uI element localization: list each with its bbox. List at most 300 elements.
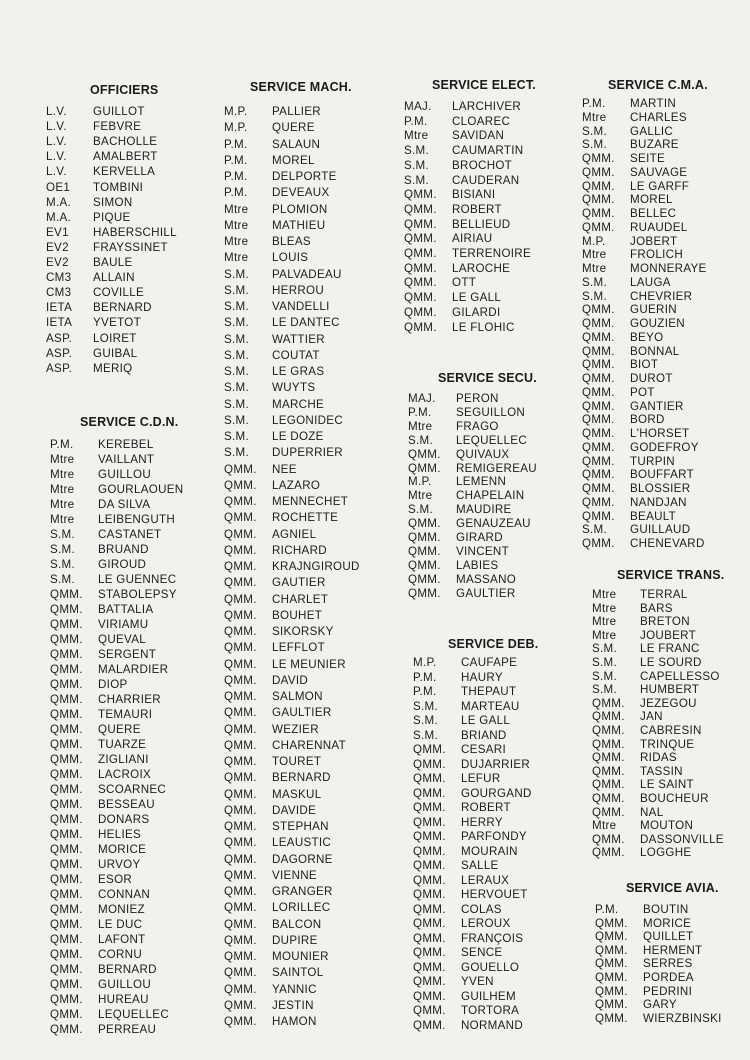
rank: QMM. <box>592 778 625 792</box>
surname: PALLIER <box>272 105 321 118</box>
surname: BERNARD <box>272 771 331 785</box>
surname: BROCHOT <box>452 158 513 172</box>
rank: QMM. <box>408 517 441 531</box>
rank: QMM. <box>413 888 446 901</box>
rank: QMM. <box>582 317 615 330</box>
rank: S.M. <box>408 433 434 447</box>
rank: QMM. <box>224 527 257 541</box>
rank: QMM. <box>413 873 446 887</box>
surname: VAILLANT <box>98 453 155 466</box>
surname: QUEVAL <box>98 633 146 646</box>
surname: ROBERT <box>452 202 502 216</box>
surname: BESSEAU <box>98 798 155 811</box>
surname: LORILLEC <box>272 901 331 915</box>
surname: BERNARD <box>93 301 152 315</box>
rank: L.V. <box>46 150 67 164</box>
surname: FRANÇOIS <box>461 931 524 945</box>
rank: S.M. <box>582 124 608 138</box>
rank: S.M. <box>592 642 618 656</box>
rank: QMM. <box>582 427 615 440</box>
rank: QMM. <box>408 572 441 586</box>
rank: QMM. <box>592 805 625 819</box>
surname: LEFFLOT <box>272 641 325 655</box>
rank: QMM. <box>595 943 628 957</box>
rank: QMM. <box>224 625 257 638</box>
rank: S.M. <box>582 138 608 152</box>
rank: IETA <box>46 316 73 330</box>
rank: QMM. <box>413 1004 446 1017</box>
surname: LEMENN <box>456 475 507 489</box>
surname: GOUELLO <box>461 960 520 974</box>
rank: QMM. <box>413 815 446 829</box>
rank: Mtre <box>592 588 617 601</box>
rank: S.M. <box>413 699 439 713</box>
rank: QMM. <box>50 888 83 901</box>
surname: CHARLET <box>272 592 329 606</box>
surname: BISIANI <box>452 188 496 202</box>
rank: QMM. <box>50 828 83 841</box>
rank: M.P. <box>224 105 248 118</box>
surname: COLAS <box>461 902 502 916</box>
rank: S.M. <box>592 669 618 683</box>
rank: EV2 <box>46 240 69 254</box>
surname: OTT <box>452 276 477 290</box>
surname: ROBERT <box>461 801 511 814</box>
surname: QUERE <box>272 121 315 135</box>
surname: MOREL <box>272 153 315 167</box>
surname: GAULTIER <box>456 586 516 600</box>
rank: QMM. <box>408 544 441 558</box>
surname: URVOY <box>98 858 141 871</box>
surname: CLOAREC <box>452 114 511 128</box>
rank: QMM. <box>50 648 83 661</box>
surname: HUREAU <box>98 993 149 1006</box>
rank: QMM. <box>582 537 615 550</box>
surname: GUILLOT <box>93 105 145 118</box>
surname: PARFONDY <box>461 830 527 843</box>
rank: QMM. <box>50 948 83 961</box>
surname: LE MEUNIER <box>272 657 346 671</box>
rank: M.P. <box>582 234 606 248</box>
rank: Mtre <box>50 468 75 481</box>
rank: QMM. <box>413 1018 446 1032</box>
surname: LEGONIDEC <box>272 413 343 427</box>
rank: QMM. <box>413 931 446 945</box>
rank: QMM. <box>582 344 615 358</box>
section-title: SERVICE ELECT. <box>432 78 536 92</box>
surname: SEITE <box>630 152 666 165</box>
surname: HERVOUET <box>461 888 528 901</box>
surname: GUILHEM <box>461 989 516 1003</box>
surname: CHAPELAIN <box>456 489 525 503</box>
surname: WIERZBINSKI <box>643 1011 722 1025</box>
surname: JESTIN <box>272 998 314 1012</box>
surname: GUIBAL <box>93 346 138 360</box>
rank: QMM. <box>50 618 83 631</box>
surname: CAUMARTIN <box>452 144 524 158</box>
rank: QMM. <box>50 933 83 946</box>
rank: QMM. <box>50 768 83 781</box>
rank: P.M. <box>413 670 437 684</box>
surname: LAZARO <box>272 478 321 492</box>
surname: BORD <box>630 413 665 427</box>
surname: MALARDIER <box>98 663 169 676</box>
rank: ASP. <box>46 331 73 345</box>
rank: S.M. <box>50 543 76 556</box>
rank: ASP. <box>46 346 73 360</box>
surname: GIRARD <box>456 531 503 544</box>
rank: S.M. <box>592 656 618 669</box>
surname: MORICE <box>643 916 692 930</box>
surname: DAVID <box>272 673 309 687</box>
surname: GENAUZEAU <box>456 517 531 531</box>
surname: MONNERAYE <box>630 262 707 275</box>
rank: QMM. <box>50 1008 83 1021</box>
surname: VIRIAMU <box>98 618 149 631</box>
rank: QMM. <box>413 859 446 872</box>
surname: GARY <box>643 998 677 1012</box>
surname: BOUFFART <box>630 468 695 482</box>
rank: QMM. <box>404 202 437 216</box>
rank: QMM. <box>595 1011 628 1025</box>
surname: LEROUX <box>461 917 511 930</box>
rank: QMM. <box>50 798 83 811</box>
rank: P.M. <box>50 438 74 451</box>
rank: QMM. <box>224 933 257 947</box>
rank: QMM. <box>224 771 257 785</box>
rank: QMM. <box>413 902 446 916</box>
rank: QMM. <box>404 188 437 202</box>
surname: JOBERT <box>630 234 678 248</box>
surname: DEVEAUX <box>272 186 330 200</box>
surname: STABOLEPSY <box>98 588 177 601</box>
rank: Mtre <box>50 498 75 511</box>
rank: M.P. <box>224 121 248 135</box>
rank: QMM. <box>224 820 257 833</box>
surname: SCOARNEC <box>98 783 167 796</box>
surname: COVILLE <box>93 286 145 300</box>
surname: GUILLOU <box>98 468 151 481</box>
surname: LEIBENGUTH <box>98 513 176 526</box>
surname: DASSONVILLE <box>640 832 724 846</box>
rank: QMM. <box>404 261 437 275</box>
surname: RICHARD <box>272 543 327 557</box>
surname: WUYTS <box>272 381 316 395</box>
surname: LOGGHE <box>640 846 692 860</box>
rank: QMM. <box>404 305 437 319</box>
surname: BELLIEUD <box>452 217 511 231</box>
rank: QMM. <box>582 165 615 179</box>
rank: QMM. <box>224 576 257 590</box>
surname: ROCHETTE <box>272 511 339 525</box>
surname: VANDELLI <box>272 300 330 313</box>
surname: DUPIRE <box>272 933 318 947</box>
surname: CAUDERAN <box>452 173 520 187</box>
surname: TOURET <box>272 755 322 768</box>
rank: QMM. <box>50 723 83 736</box>
surname: BLEAS <box>272 235 311 248</box>
rank: QMM. <box>50 783 83 796</box>
surname: BRETON <box>640 615 690 629</box>
rank: QMM. <box>592 764 625 778</box>
section-title: SERVICE SECU. <box>438 371 537 385</box>
surname: CHARRIER <box>98 693 161 706</box>
rank: S.M. <box>224 413 250 427</box>
rank: QMM. <box>582 440 615 454</box>
rank: QMM. <box>413 757 446 771</box>
surname: GUILLAUD <box>630 523 691 537</box>
surname: QUIVAUX <box>456 447 510 461</box>
rank: QMM. <box>582 179 615 193</box>
rank: QMM. <box>224 917 257 931</box>
surname: SALAUN <box>272 137 321 151</box>
surname: NANDJAN <box>630 495 687 509</box>
surname: AMALBERT <box>93 150 158 164</box>
rank: S.M. <box>224 332 250 346</box>
rank: QMM. <box>582 454 615 468</box>
rank: M.A. <box>46 195 72 209</box>
rank: QMM. <box>50 693 83 706</box>
rank: QMM. <box>224 836 257 850</box>
surname: MOURAIN <box>461 844 518 858</box>
rank: S.M. <box>582 523 608 537</box>
rank: QMM. <box>224 495 257 508</box>
surname: LE SAINT <box>640 778 694 792</box>
surname: FRAGO <box>456 419 499 433</box>
surname: GUERIN <box>630 303 677 317</box>
rank: Mtre <box>592 601 617 615</box>
rank: S.M. <box>224 446 250 460</box>
surname: LABIES <box>456 558 499 572</box>
surname: CONNAN <box>98 888 151 901</box>
rank: QMM. <box>50 873 83 886</box>
surname: GAULTIER <box>272 706 332 720</box>
rank: QMM. <box>224 641 257 655</box>
surname: GOUZIEN <box>630 317 685 330</box>
surname: HUMBERT <box>640 683 700 697</box>
rank: QMM. <box>50 903 83 916</box>
rank: Mtre <box>592 819 617 833</box>
surname: KEREBEL <box>98 438 154 451</box>
surname: BLOSSIER <box>630 482 691 495</box>
rank: QMM. <box>224 755 257 768</box>
surname: TERRENOIRE <box>452 247 532 260</box>
surname: LE GRAS <box>272 365 325 378</box>
surname: BARS <box>640 601 673 615</box>
rank: QMM. <box>582 509 615 523</box>
rank: QMM. <box>582 413 615 427</box>
surname: SALLE <box>461 859 499 872</box>
surname: CESARI <box>461 743 506 756</box>
surname: YVEN <box>461 975 494 988</box>
surname: BOUCHEUR <box>640 792 709 805</box>
rank: QMM. <box>413 772 446 785</box>
rank: QMM. <box>592 751 625 765</box>
rank: M.P. <box>408 475 432 489</box>
rank: Mtre <box>582 110 607 124</box>
rank: Mtre <box>582 248 607 262</box>
surname: PERREAU <box>98 1023 157 1036</box>
surname: LE FLOHIC <box>452 320 515 334</box>
rank: QMM. <box>224 966 257 980</box>
rank: S.M. <box>413 714 439 727</box>
rank: QMM. <box>413 786 446 800</box>
rank: MAJ. <box>404 100 432 113</box>
surname: MARTIN <box>630 97 677 110</box>
rank: Mtre <box>224 235 249 248</box>
rank: P.M. <box>408 405 432 419</box>
surname: BAULE <box>93 256 133 269</box>
rank: QMM. <box>595 957 628 971</box>
rank: QMM. <box>224 852 257 866</box>
surname: VINCENT <box>456 544 509 558</box>
surname: MORICE <box>98 843 147 856</box>
surname: BONNAL <box>630 344 680 358</box>
section-title: SERVICE TRANS. <box>617 568 725 582</box>
surname: QUERE <box>98 723 141 736</box>
rank: S.M. <box>50 558 76 571</box>
rank: QMM. <box>50 1023 83 1036</box>
rank: QMM. <box>224 657 257 671</box>
rank: QMM. <box>582 372 615 385</box>
rank: QMM. <box>582 358 615 372</box>
surname: DAVIDE <box>272 803 317 817</box>
surname: NEE <box>272 462 297 476</box>
rank: QMM. <box>582 303 615 317</box>
surname: THEPAUT <box>461 685 517 698</box>
surname: RIDAS <box>640 751 677 765</box>
surname: FROLICH <box>630 248 683 262</box>
surname: PORDEA <box>643 971 694 984</box>
surname: DA SILVA <box>98 498 151 511</box>
surname: RUAUDEL <box>630 220 688 234</box>
surname: TRINQUE <box>640 737 695 751</box>
rank: QMM. <box>413 801 446 814</box>
rank: Mtre <box>224 202 249 216</box>
rank: QMM. <box>224 511 257 525</box>
rank: QMM. <box>224 738 257 752</box>
surname: HERMENT <box>643 943 703 957</box>
surname: ZIGLIANI <box>98 753 149 766</box>
rank: L.V. <box>46 105 67 118</box>
rank: QMM. <box>408 586 441 600</box>
surname: KERVELLA <box>93 165 156 179</box>
rank: QMM. <box>413 989 446 1003</box>
surname: MENNECHET <box>272 495 349 508</box>
rank: QMM. <box>592 832 625 846</box>
surname: ALLAIN <box>93 271 135 285</box>
surname: FRAYSSINET <box>93 240 168 254</box>
rank: QMM. <box>413 946 446 959</box>
rank: Mtre <box>582 262 607 275</box>
rank: QMM. <box>404 320 437 334</box>
rank: QMM. <box>408 531 441 544</box>
section-title: SERVICE C.M.A. <box>608 78 708 92</box>
surname: SAVIDAN <box>452 129 505 143</box>
surname: LAUGA <box>630 275 671 289</box>
rank: QMM. <box>50 993 83 1006</box>
rank: QMM. <box>50 588 83 601</box>
surname: HAURY <box>461 670 503 684</box>
rank: Mtre <box>224 218 249 232</box>
rank: EV1 <box>46 225 69 239</box>
surname: TERRAL <box>640 588 688 601</box>
surname: GAUTIER <box>272 576 326 590</box>
surname: MOREL <box>630 193 673 207</box>
surname: DAGORNE <box>272 852 333 866</box>
section-title: SERVICE C.D.N. <box>80 415 179 429</box>
surname: LARCHIVER <box>452 100 522 113</box>
rank: QMM. <box>404 217 437 231</box>
rank: S.M. <box>592 683 618 697</box>
surname: WEZIER <box>272 722 319 736</box>
surname: FEBVRE <box>93 120 142 134</box>
surname: HERRY <box>461 815 503 829</box>
rank: P.M. <box>224 170 248 183</box>
surname: DUROT <box>630 372 673 385</box>
surname: PEDRINI <box>643 984 693 998</box>
surname: JEZEGOU <box>640 696 697 710</box>
surname: HAMON <box>272 1015 317 1028</box>
surname: PERON <box>456 392 499 405</box>
surname: BEYO <box>630 330 664 344</box>
surname: CHARLES <box>630 110 687 124</box>
surname: LE SOURD <box>640 656 702 669</box>
surname: MOUNIER <box>272 950 329 963</box>
rank: P.M. <box>413 685 437 698</box>
surname: LEFUR <box>461 772 501 785</box>
surname: SALMON <box>272 690 323 703</box>
surname: VIENNE <box>272 868 317 882</box>
rank: EV2 <box>46 256 69 269</box>
rank: QMM. <box>582 482 615 495</box>
surname: QUILLET <box>643 930 694 944</box>
surname: TOMBINI <box>93 180 144 194</box>
surname: GIROUD <box>98 558 147 571</box>
surname: POT <box>630 385 655 399</box>
rank: QMM. <box>224 803 257 817</box>
rank: QMM. <box>592 737 625 751</box>
rank: QMM. <box>224 478 257 492</box>
rank: QMM. <box>413 960 446 974</box>
rank: QMM. <box>50 663 83 676</box>
surname: LEQUELLEC <box>98 1008 170 1021</box>
rank: QMM. <box>595 984 628 998</box>
surname: COUTAT <box>272 348 320 362</box>
surname: GOURGAND <box>461 786 532 800</box>
rank: QMM. <box>582 220 615 234</box>
rank: S.M. <box>224 348 250 362</box>
rank: QMM. <box>592 846 625 860</box>
rank: P.M. <box>582 97 606 110</box>
rank: QMM. <box>224 982 257 996</box>
rank: QMM. <box>50 678 83 691</box>
rank: QMM. <box>224 868 257 882</box>
rank: Mtre <box>404 129 429 143</box>
surname: MARCHE <box>272 397 325 411</box>
surname: AGNIEL <box>272 527 317 541</box>
rank: QMM. <box>413 844 446 858</box>
rank: QMM. <box>224 901 257 915</box>
rank: QMM. <box>224 673 257 687</box>
surname: REMIGEREAU <box>456 461 537 475</box>
rank: S.M. <box>404 158 430 172</box>
rank: QMM. <box>224 950 257 963</box>
rank: QMM. <box>50 633 83 646</box>
surname: MAUDIRE <box>456 503 512 517</box>
surname: CASTANET <box>98 528 162 541</box>
surname: GUILLOU <box>98 978 151 991</box>
